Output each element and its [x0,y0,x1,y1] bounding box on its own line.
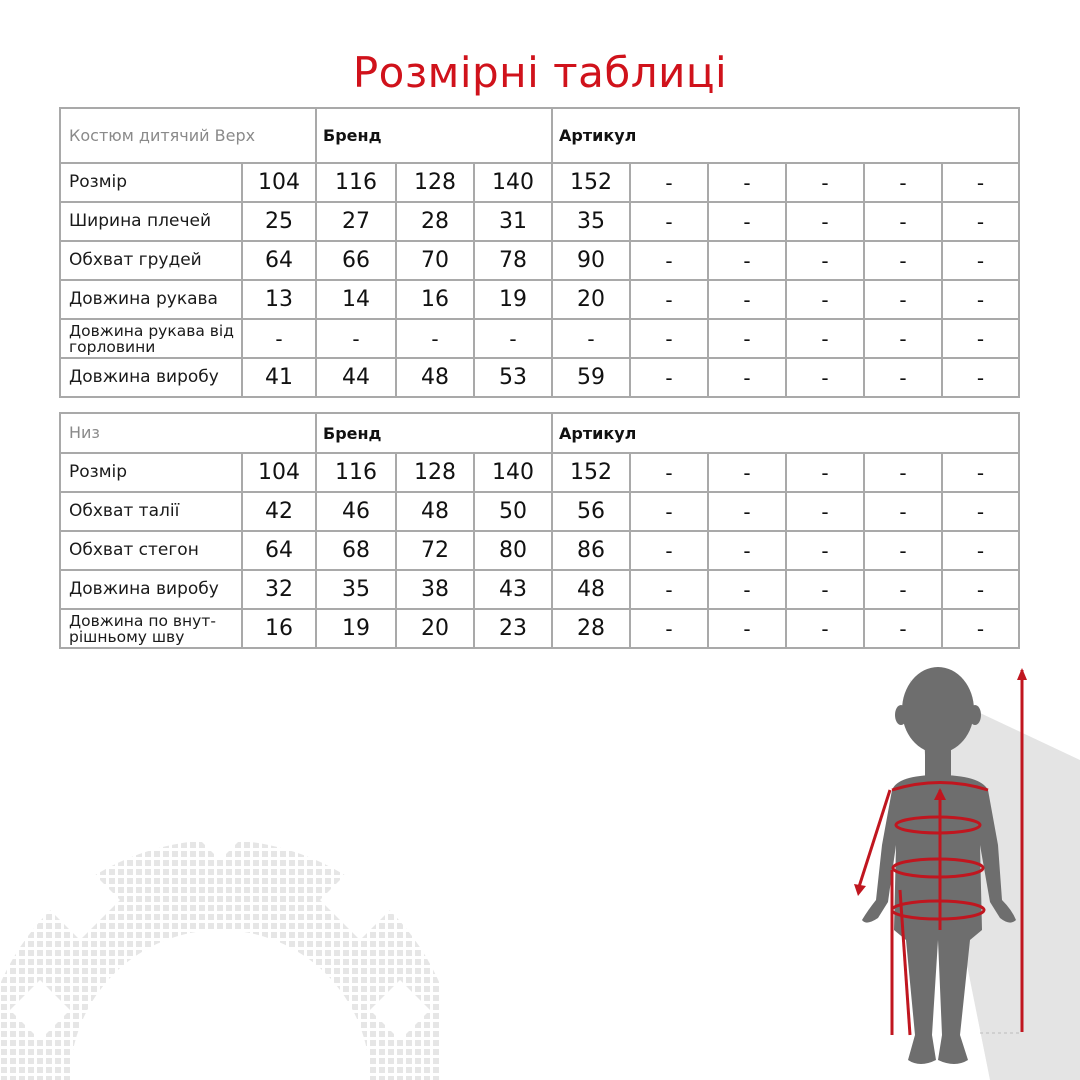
cell: - [708,202,786,241]
cell: 20 [552,280,630,319]
cell: 116 [316,453,396,492]
table-row [60,241,1019,280]
table-row [60,319,1019,358]
cell: - [942,358,1019,397]
cell: - [630,358,708,397]
cell: 64 [242,241,316,280]
cell: - [786,319,864,358]
cell: - [630,280,708,319]
cell: 56 [552,492,630,531]
row-label: Розмір [60,453,242,492]
cell: - [708,570,786,609]
page-title: Розмірні таблиці [352,48,728,97]
cell: 48 [396,492,474,531]
cell: - [396,319,474,358]
cell: - [708,358,786,397]
cell: 53 [474,358,552,397]
cell: - [942,202,1019,241]
bottom-size-table [59,412,1020,649]
article-label: Артикул [552,413,1019,453]
product-name: Низ [60,413,316,453]
cell: - [786,609,864,648]
cell: - [864,492,942,531]
cell: 50 [474,492,552,531]
cell: 66 [316,241,396,280]
table-row [60,609,1019,648]
cell: 152 [552,453,630,492]
cell: - [864,319,942,358]
cell: - [942,280,1019,319]
row-label: Розмір [60,163,242,202]
cell: 13 [242,280,316,319]
cell: 116 [316,163,396,202]
cell: - [630,241,708,280]
cell: 140 [474,453,552,492]
cell: 64 [242,531,316,570]
cell: 35 [316,570,396,609]
cell: - [630,570,708,609]
cell: - [786,358,864,397]
cell: - [864,531,942,570]
cell: 42 [242,492,316,531]
cell: - [786,163,864,202]
cell: 70 [396,241,474,280]
cell: 16 [396,280,474,319]
cell: - [630,163,708,202]
table-row [60,492,1019,531]
cell: - [864,609,942,648]
cell: 35 [552,202,630,241]
cell: - [864,570,942,609]
cell: - [942,163,1019,202]
cell: - [864,241,942,280]
cell: - [864,358,942,397]
row-label: Довжина по внут-рішньому шву [60,609,242,648]
cell: 20 [396,609,474,648]
cell: - [942,319,1019,358]
cell: - [630,609,708,648]
cell: 46 [316,492,396,531]
row-label: Довжина виробу [60,358,242,397]
cell: - [708,609,786,648]
cell: 48 [552,570,630,609]
cell: 104 [242,163,316,202]
brand-label: Бренд [316,108,552,163]
cell: - [864,280,942,319]
cell: - [708,453,786,492]
cell: - [942,241,1019,280]
cell: 25 [242,202,316,241]
table-header-row [60,108,1019,163]
brand-label: Бренд [316,413,552,453]
top-size-table [59,107,1020,398]
cell: 48 [396,358,474,397]
cell: - [942,570,1019,609]
cell: 43 [474,570,552,609]
cell: - [708,280,786,319]
table-row [60,358,1019,397]
cell: 16 [242,609,316,648]
row-label: Довжина рукава [60,280,242,319]
cell: - [630,202,708,241]
cell: - [708,163,786,202]
row-label: Обхват талії [60,492,242,531]
cell: - [708,241,786,280]
cell: - [786,570,864,609]
row-label: Довжина рукава від горловини [60,319,242,358]
ornament-pattern [0,760,440,1080]
row-label: Обхват стегон [60,531,242,570]
cell: 38 [396,570,474,609]
cell: - [474,319,552,358]
table-row [60,163,1019,202]
cell: 19 [316,609,396,648]
cell: - [630,492,708,531]
cell: - [864,202,942,241]
cell: 128 [396,163,474,202]
article-label: Артикул [552,108,1019,163]
table-header-row [60,413,1019,453]
cell: 41 [242,358,316,397]
table-row [60,570,1019,609]
cell: - [942,531,1019,570]
cell: 90 [552,241,630,280]
cell: - [864,163,942,202]
table-row [60,453,1019,492]
cell: 44 [316,358,396,397]
cell: - [864,453,942,492]
cell: - [786,202,864,241]
cell: - [786,492,864,531]
cell: 78 [474,241,552,280]
cell: - [942,453,1019,492]
cell: - [942,492,1019,531]
cell: - [786,453,864,492]
cell: - [242,319,316,358]
cell: - [942,609,1019,648]
cell: 86 [552,531,630,570]
cell: 72 [396,531,474,570]
table-row [60,531,1019,570]
cell: 68 [316,531,396,570]
cell: 32 [242,570,316,609]
cell: 23 [474,609,552,648]
cell: - [708,531,786,570]
cell: - [708,319,786,358]
cell: 19 [474,280,552,319]
product-name: Костюм дитячий Верх [60,108,316,163]
cell: 80 [474,531,552,570]
cell: - [786,280,864,319]
row-label: Обхват грудей [60,241,242,280]
cell: 152 [552,163,630,202]
cell: 128 [396,453,474,492]
table-row [60,202,1019,241]
cell: - [708,492,786,531]
cell: 104 [242,453,316,492]
cell: 28 [396,202,474,241]
cell: - [786,531,864,570]
cell: - [630,531,708,570]
cell: 59 [552,358,630,397]
cell: 140 [474,163,552,202]
cell: - [630,453,708,492]
cell: - [630,319,708,358]
cell: - [316,319,396,358]
cell: - [786,241,864,280]
cell: 27 [316,202,396,241]
cell: 14 [316,280,396,319]
cell: 31 [474,202,552,241]
row-label: Ширина плечей [60,202,242,241]
child-measurement-figure [830,640,1080,1080]
cell: - [552,319,630,358]
row-label: Довжина виробу [60,570,242,609]
cell: 28 [552,609,630,648]
table-row [60,280,1019,319]
